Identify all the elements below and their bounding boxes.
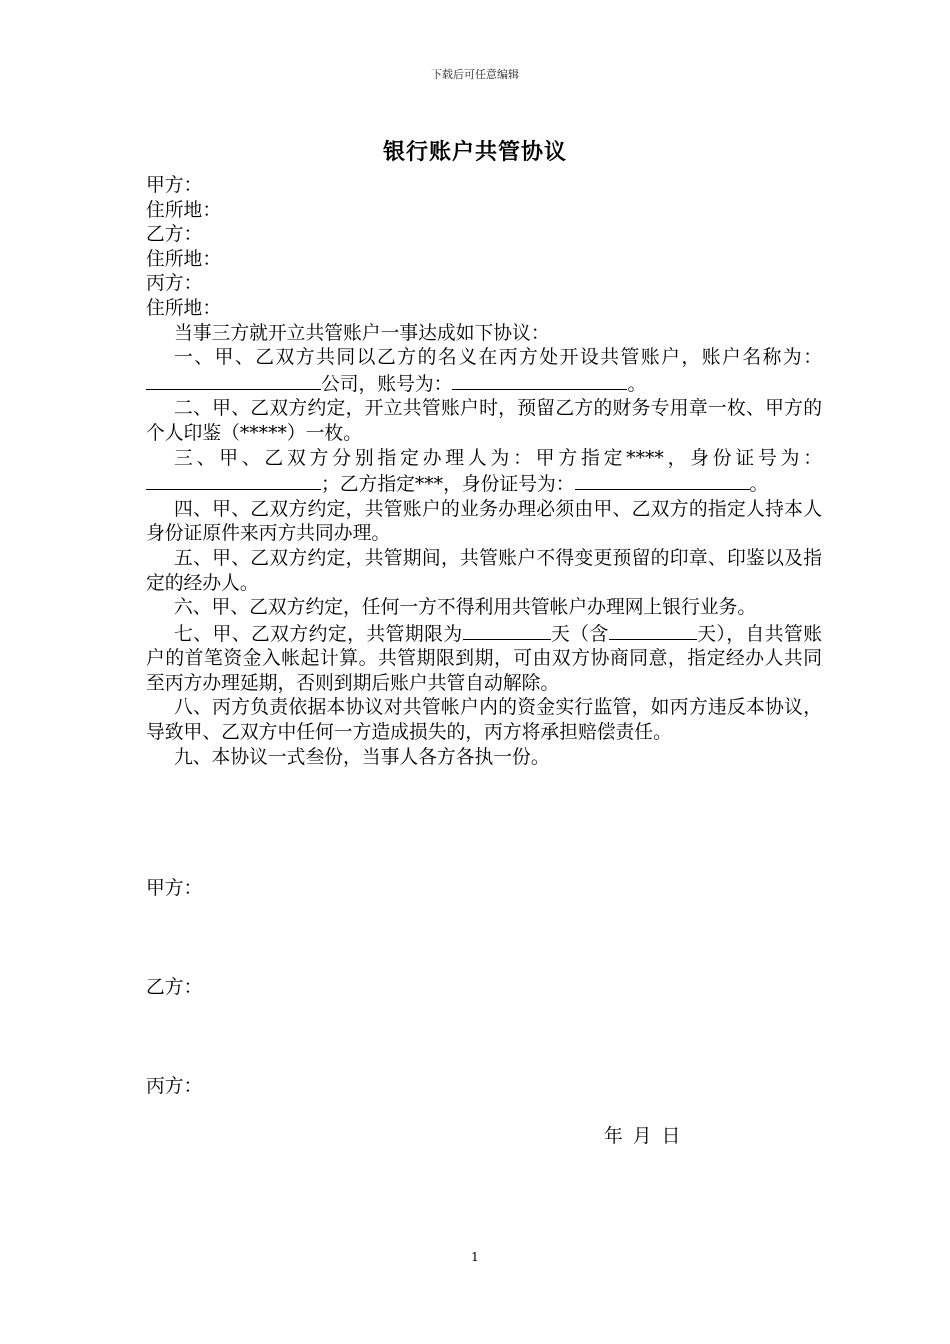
included-days-blank: [609, 621, 697, 640]
signature-party-a: 甲方：: [146, 878, 203, 899]
clause-3: [146, 447, 822, 498]
clause-8: 八、丙方负责依据本协议对共管帐户内的资金实行监管，如丙方违反本协议，导致甲、乙双方中任何一方造成损失的，丙方将承担赔偿责任。: [146, 697, 822, 744]
clause-3-text-a: 三、甲、乙双方分别指定办理人为：甲方指定****，身份证号为：: [174, 447, 822, 469]
page-number: 1: [471, 1250, 479, 1264]
clause-9: 九、本协议一式叁份，当事人各方各执一份。: [174, 746, 550, 768]
address-c-line: 住所地：: [146, 297, 222, 319]
party-a-id-blank: [146, 471, 321, 490]
clause-3-text-c: 。: [749, 474, 769, 496]
clause-3-text-b: ；乙方指定***，身份证号为：: [321, 474, 575, 496]
date-day: 日: [661, 1126, 681, 1147]
clause-6: 六、甲、乙双方约定，任何一方不得利用共管帐户办理网上银行业务。: [174, 597, 757, 619]
clause-2: 二、甲、乙双方约定，开立共管账户时，预留乙方的财务专用章一枚、甲方的个人印鉴（*****）一枚。: [146, 398, 822, 444]
date-month: 月: [632, 1126, 652, 1147]
date-year: 年: [604, 1126, 623, 1147]
agreement-body: [146, 174, 822, 770]
party-b-id-blank: [575, 471, 750, 490]
signature-party-b: 乙方：: [146, 977, 203, 998]
clause-4: 四、甲、乙双方约定，共管账户的业务办理必须由甲、乙双方的指定人持本人身份证原件来丙方共同办理。: [146, 498, 822, 545]
clause-7-text-c: 天），自共管账户的首笔资金入帐起计算。共管期限到期，可由双方协商同意，指定经办人共同至丙方办理延期，否则到期后账户共管自动解除。: [146, 623, 823, 694]
clause-1: [146, 346, 822, 397]
term-days-blank: [463, 621, 551, 640]
party-a-line: 甲方：: [146, 175, 203, 196]
address-a-line: 住所地：: [146, 199, 222, 221]
header-note: 下载后可任意编辑: [431, 68, 519, 81]
clause-5: 五、甲、乙双方约定，共管期间，共管账户不得变更预留的印章、印鉴以及指定的经办人。: [146, 547, 822, 594]
clause-1-text-c: 。: [627, 373, 647, 395]
account-number-blank: [452, 371, 627, 390]
clause-7-text-a: 七、甲、乙双方约定，共管期限为: [174, 623, 463, 645]
signature-party-c: 丙方：: [146, 1076, 203, 1097]
intro-paragraph: 当事三方就开立共管账户一事达成如下协议：: [174, 322, 550, 344]
date-line: [604, 1121, 690, 1148]
clause-1-text-b: 公司，账号为：: [321, 373, 453, 395]
party-b-line: 乙方：: [146, 224, 203, 246]
party-c-line: 丙方：: [146, 273, 203, 295]
clause-7-text-b: 天（含: [550, 623, 609, 645]
clause-1-text-a: 一、甲、乙双方共同以乙方的名义在丙方处开设共管账户，账户名称为：: [174, 347, 822, 369]
address-b-line: 住所地：: [146, 248, 222, 270]
document-title: 银行账户共管协议: [382, 140, 567, 165]
clause-7: [146, 621, 822, 697]
account-name-blank: [146, 371, 321, 390]
